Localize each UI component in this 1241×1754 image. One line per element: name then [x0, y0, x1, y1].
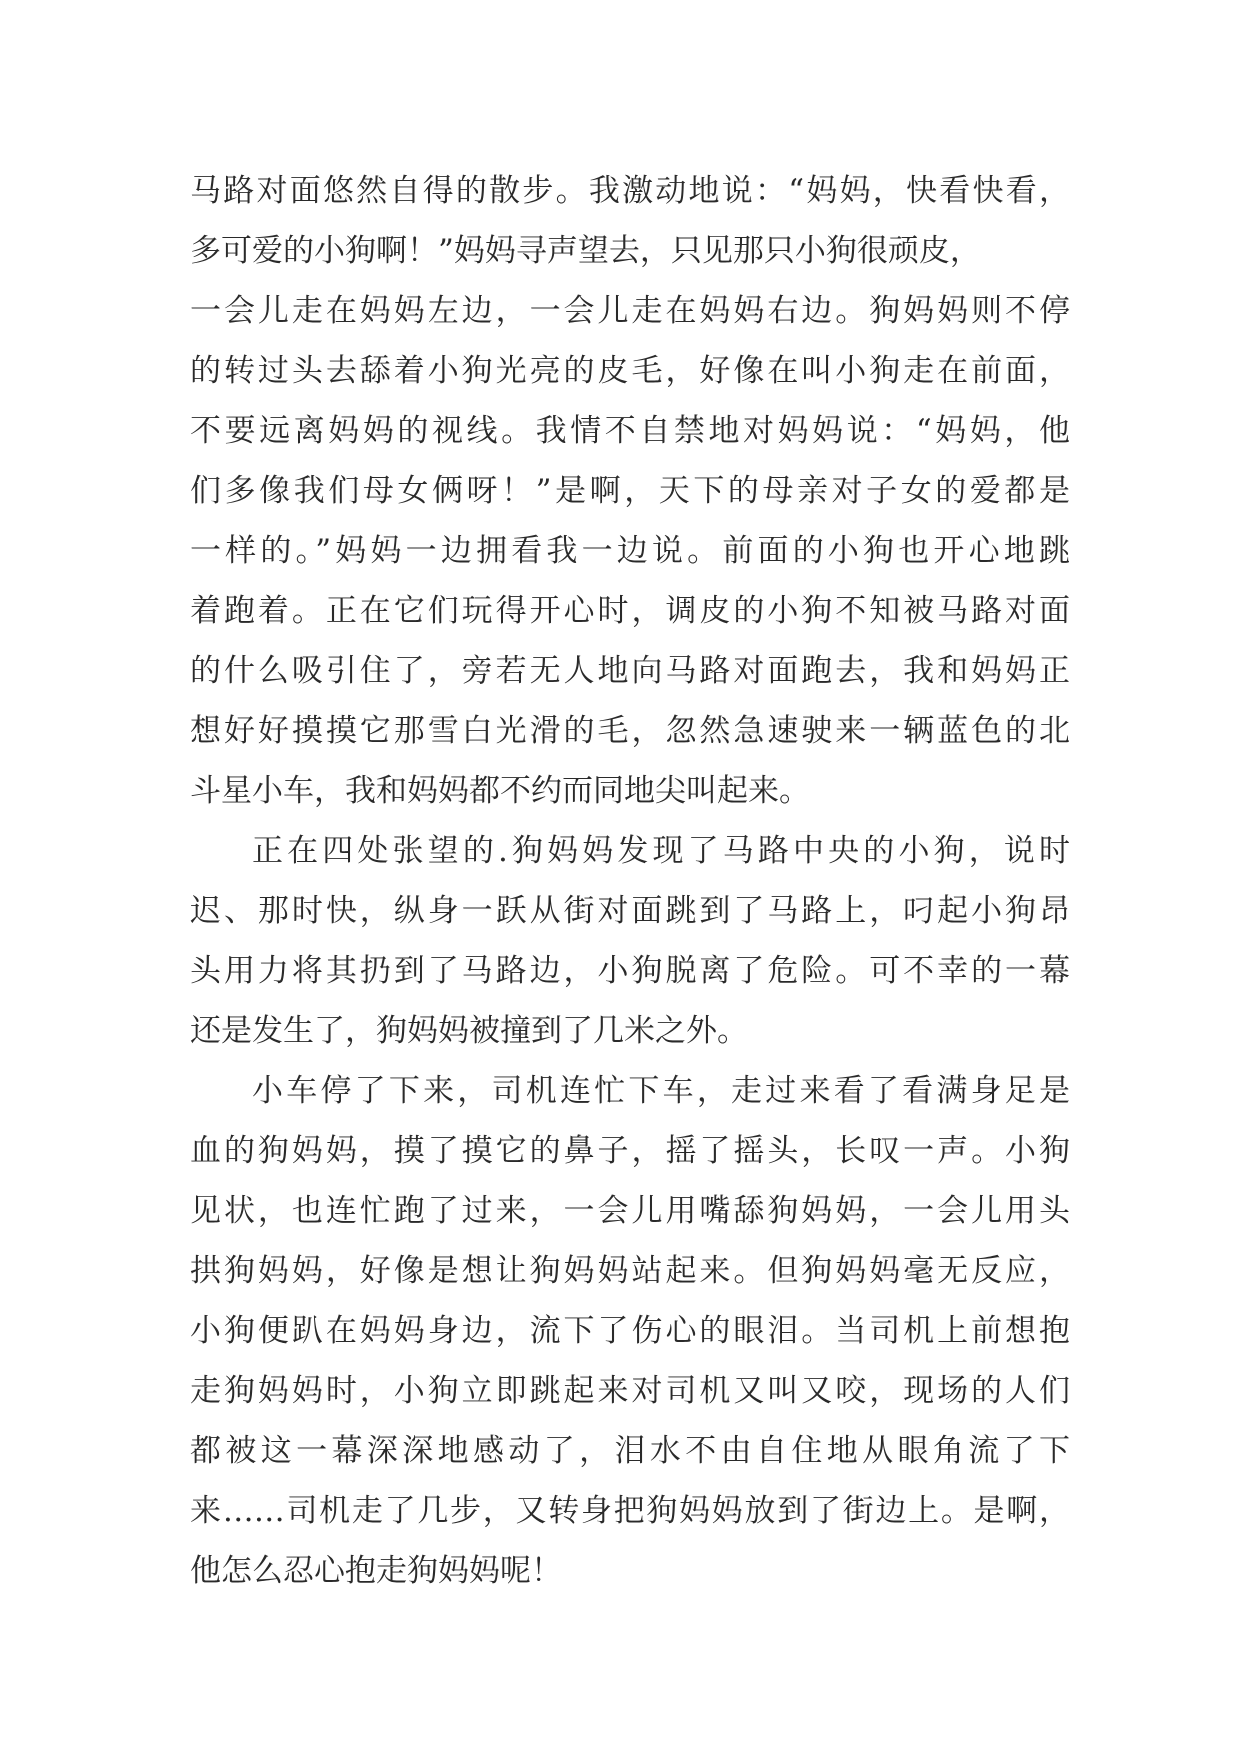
text-line: 他怎么忍心抱走狗妈妈呢！: [190, 1553, 562, 1589]
document-body: [190, 161, 1070, 1601]
text-line: 头用力将其扔到了马路边，小狗脱离了危险。可不幸的一幕: [190, 953, 1070, 989]
text-line: 来……司机走了几步，又转身把狗妈妈放到了街边上。是啊，: [190, 1493, 1070, 1529]
text-line: 多可爱的小狗啊！”妈妈寻声望去，只见那只小狗很顽皮，: [190, 233, 981, 269]
text-line: 想好好摸摸它那雪白光滑的毛，忽然急速驶来一辆蓝色的北: [190, 713, 1070, 749]
text-line: 小狗便趴在妈妈身边，流下了伤心的眼泪。当司机上前想抱: [190, 1313, 1070, 1349]
text-line: 一会儿走在妈妈左边，一会儿走在妈妈右边。狗妈妈则不停: [190, 293, 1070, 329]
text-line: 正在四处张望的.狗妈妈发现了马路中央的小狗，说时: [252, 833, 1070, 869]
text-line: 的转过头去舔着小狗光亮的皮毛，好像在叫小狗走在前面，: [190, 353, 1070, 389]
text-line: 斗星小车，我和妈妈都不约而同地尖叫起来。: [190, 773, 810, 809]
text-line: 小车停了下来，司机连忙下车，走过来看了看满身足是: [252, 1073, 1070, 1109]
text-line: 还是发生了，狗妈妈被撞到了几米之外。: [190, 1013, 748, 1049]
text-line: 马路对面悠然自得的散步。我激动地说：“妈妈，快看快看，: [190, 173, 1070, 209]
text-line: 们多像我们母女俩呀！”是啊，天下的母亲对子女的爱都是: [190, 473, 1070, 509]
text-line: 见状，也连忙跑了过来，一会儿用嘴舔狗妈妈，一会儿用头: [190, 1193, 1070, 1229]
text-line: 走狗妈妈时，小狗立即跳起来对司机又叫又咬，现场的人们: [190, 1373, 1070, 1409]
text-line: 着跑着。正在它们玩得开心时，调皮的小狗不知被马路对面: [190, 593, 1070, 629]
text-line: 的什么吸引住了，旁若无人地向马路对面跑去，我和妈妈正: [190, 653, 1070, 689]
text-line: 拱狗妈妈，好像是想让狗妈妈站起来。但狗妈妈毫无反应，: [190, 1253, 1070, 1289]
text-line: 都被这一幕深深地感动了，泪水不由自住地从眼角流了下: [190, 1433, 1070, 1469]
text-line: 血的狗妈妈，摸了摸它的鼻子，摇了摇头，长叹一声。小狗: [190, 1133, 1070, 1169]
text-line: 一样的。”妈妈一边拥看我一边说。前面的小狗也开心地跳: [190, 533, 1070, 569]
text-line: 不要远离妈妈的视线。我情不自禁地对妈妈说：“妈妈，他: [190, 413, 1070, 449]
text-line: 迟、那时快，纵身一跃从街对面跳到了马路上，叼起小狗昂: [190, 893, 1070, 929]
